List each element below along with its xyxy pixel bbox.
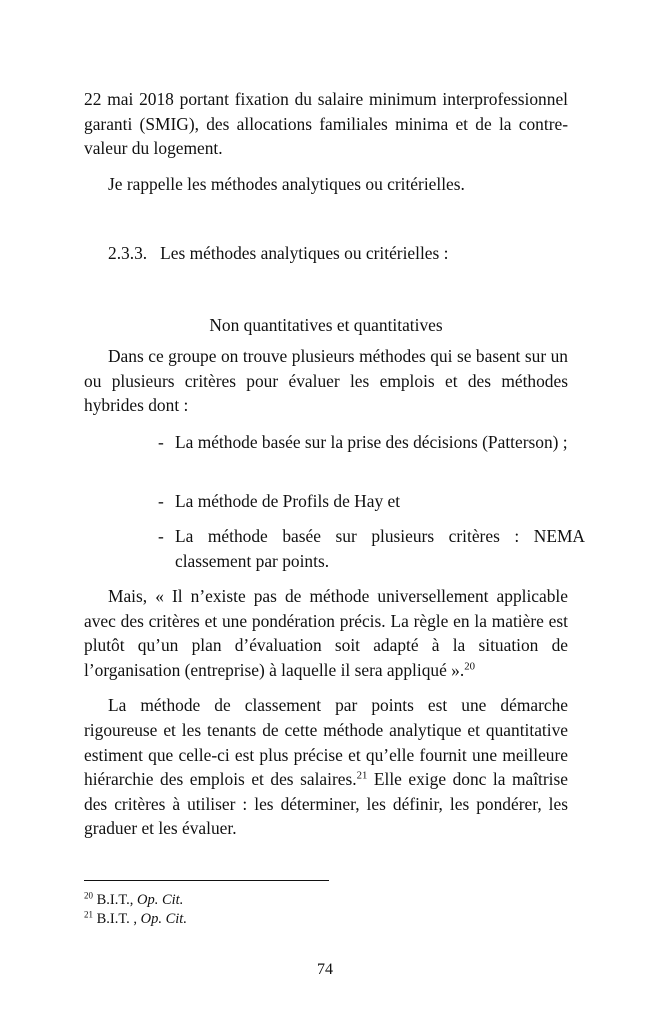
paragraph-quote [84,584,568,682]
footnote-ref: 20 [464,660,475,673]
bullet-marker: - [158,526,164,546]
footnote-ref: 21 [356,769,368,782]
footnote-citation: Op. Cit. [137,892,184,908]
paragraph-methods-intro: Dans ce groupe on trouve plusieurs méthodes qui se basent sur un ou plusieurs critères pour évaluer les emplois et des méthodes hybrides dont : [84,346,568,416]
points-text-cont: Elle exige donc la maîtrise des critères à utiliser : les déterminer, les définir, les pondérer, les graduer et les évaluer. [84,769,568,839]
footnote [84,910,187,929]
bullet-marker: - [158,432,164,452]
paragraph-recall: Je rappelle les méthodes analytiques ou critérielles. [108,173,465,194]
page-number: 74 [317,961,333,978]
body-text-bottom [84,584,568,841]
bullet-text: La méthode basée sur la prise des décisions (Patterson) ; [175,432,568,452]
section-subheading: Non quantitatives et quantitatives [209,315,443,335]
bullet-item [158,524,585,573]
bullet-text: La méthode basée sur plusieurs critères : NEMA classement par points. [175,526,585,571]
paragraph-continuation: 22 mai 2018 portant fixation du salaire minimum interprofessionnel garanti (SMIG), des allocations familiales minima et de la contre-valeur du logement. [84,89,568,159]
footnote [84,891,183,910]
footnote-number: 20 [84,890,93,901]
paragraph-points-method [84,693,568,841]
footnote-text: B.I.T., [96,892,138,908]
footnote-separator [84,880,329,881]
bullet-text: La méthode de Profils de Hay et [175,491,401,511]
footnote-number: 21 [84,909,93,920]
footnote-text: B.I.T. , [96,911,141,927]
section-heading: 2.3.3. Les méthodes analytiques ou critérielles : [108,243,449,263]
bullet-marker: - [158,491,164,511]
footnote-citation: Op. Cit. [140,911,187,927]
bullet-item [158,489,585,514]
body-text-top [84,87,568,196]
bullet-item [158,430,585,455]
quote-text: Mais, « Il n’existe pas de méthode universellement applicable avec des critères et une pondération précis. La règle en la matière est plutôt qu’un plan d’évaluation soit adapté à la situation de l’organisation (entreprise) à laquelle il sera appliqué ». [84,586,568,680]
body-text-intro [84,344,568,418]
points-text: La méthode de classement par points est une démarche rigoureuse et les tenants de cette méthode analytique et quantitative estiment que celle-ci est plus précise et qu’elle fournit une meilleure hiérarchie des emplois et des salaires. [84,695,568,790]
